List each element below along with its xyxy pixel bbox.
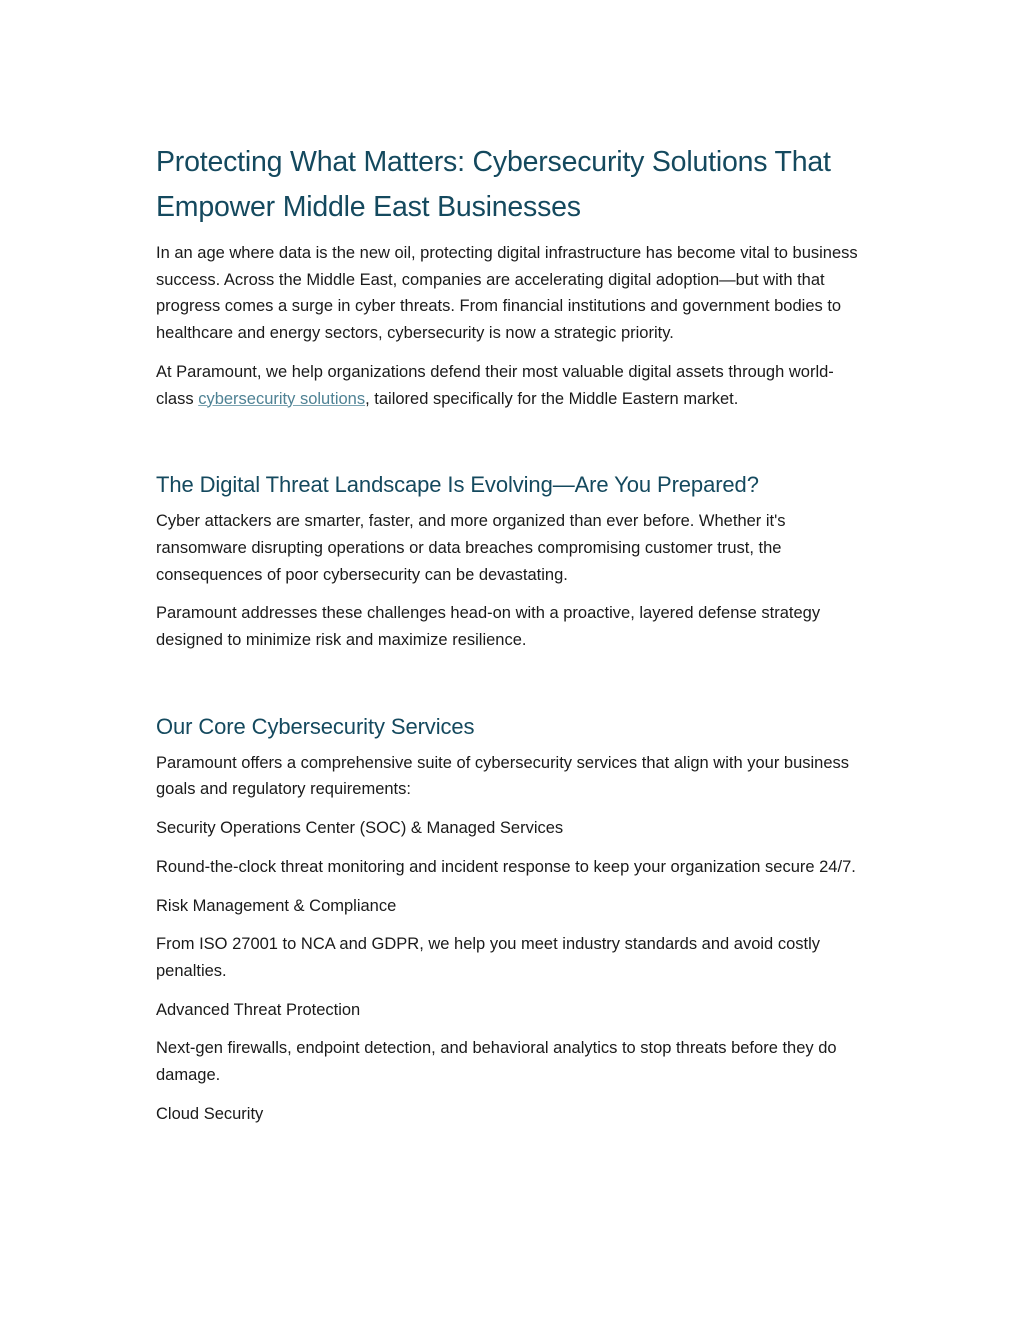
threat-paragraph-1: Cyber attackers are smarter, faster, and more organized than ever before. Whether it's ransomware disrupting operations or data breaches compromising customer trust, the consequences of poor cybersecurity can be devastating. [156,512,786,584]
cybersecurity-solutions-link[interactable]: cybersecurity solutions [198,389,366,408]
service-description-advanced-threat-protection: Next-gen firewalls, endpoint detection, and behavioral analytics to stop threats before they do damage. [156,1039,837,1085]
service-name-risk-management: Risk Management & Compliance [156,896,397,915]
services-section-heading: Our Core Cybersecurity Services [156,713,475,739]
section-spacer [156,666,868,712]
intro-paragraph-2-text-before: At Paramount, we help organizations defend their most valuable digital assets through world-class [156,362,834,408]
services-intro-paragraph: Paramount offers a comprehensive suite of cybersecurity services that align with your business goals and regulatory requirements: [156,753,850,799]
intro-paragraph-1: In an age where data is the new oil, protecting digital infrastructure has become vital to business success. Across the Middle East, companies are accelerating digital adoption—but with that progress comes a surge in cyber threats. From financial institutions and government bodies to healthcare and energy sectors, cybersecurity is now a strategic priority. [156,244,858,343]
section-spacer [156,424,868,470]
article-title: Protecting What Matters: Cybersecurity Solutions That Empower Middle East Businesses [156,146,831,223]
intro-paragraph-2 [156,359,868,412]
threat-section-heading: The Digital Threat Landscape Is Evolving—Are You Prepared? [156,472,759,498]
intro-paragraph-2-text-after: , tailored specifically for the Middle Eastern market. [365,389,739,408]
service-description-risk-management: From ISO 27001 to NCA and GDPR, we help you meet industry standards and avoid costly penalties. [156,935,820,980]
service-description-soc: Round-the-clock threat monitoring and incident response to keep your organization secure 24/7. [156,857,856,876]
service-name-soc: Security Operations Center (SOC) & Managed Services [156,819,564,838]
service-name-advanced-threat-protection: Advanced Threat Protection [156,1000,361,1019]
service-name-cloud-security: Cloud Security [156,1104,264,1123]
document-page [156,140,868,1139]
threat-paragraph-2: Paramount addresses these challenges head-on with a proactive, layered defense strategy designed to minimize risk and maximize resilience. [156,604,821,650]
